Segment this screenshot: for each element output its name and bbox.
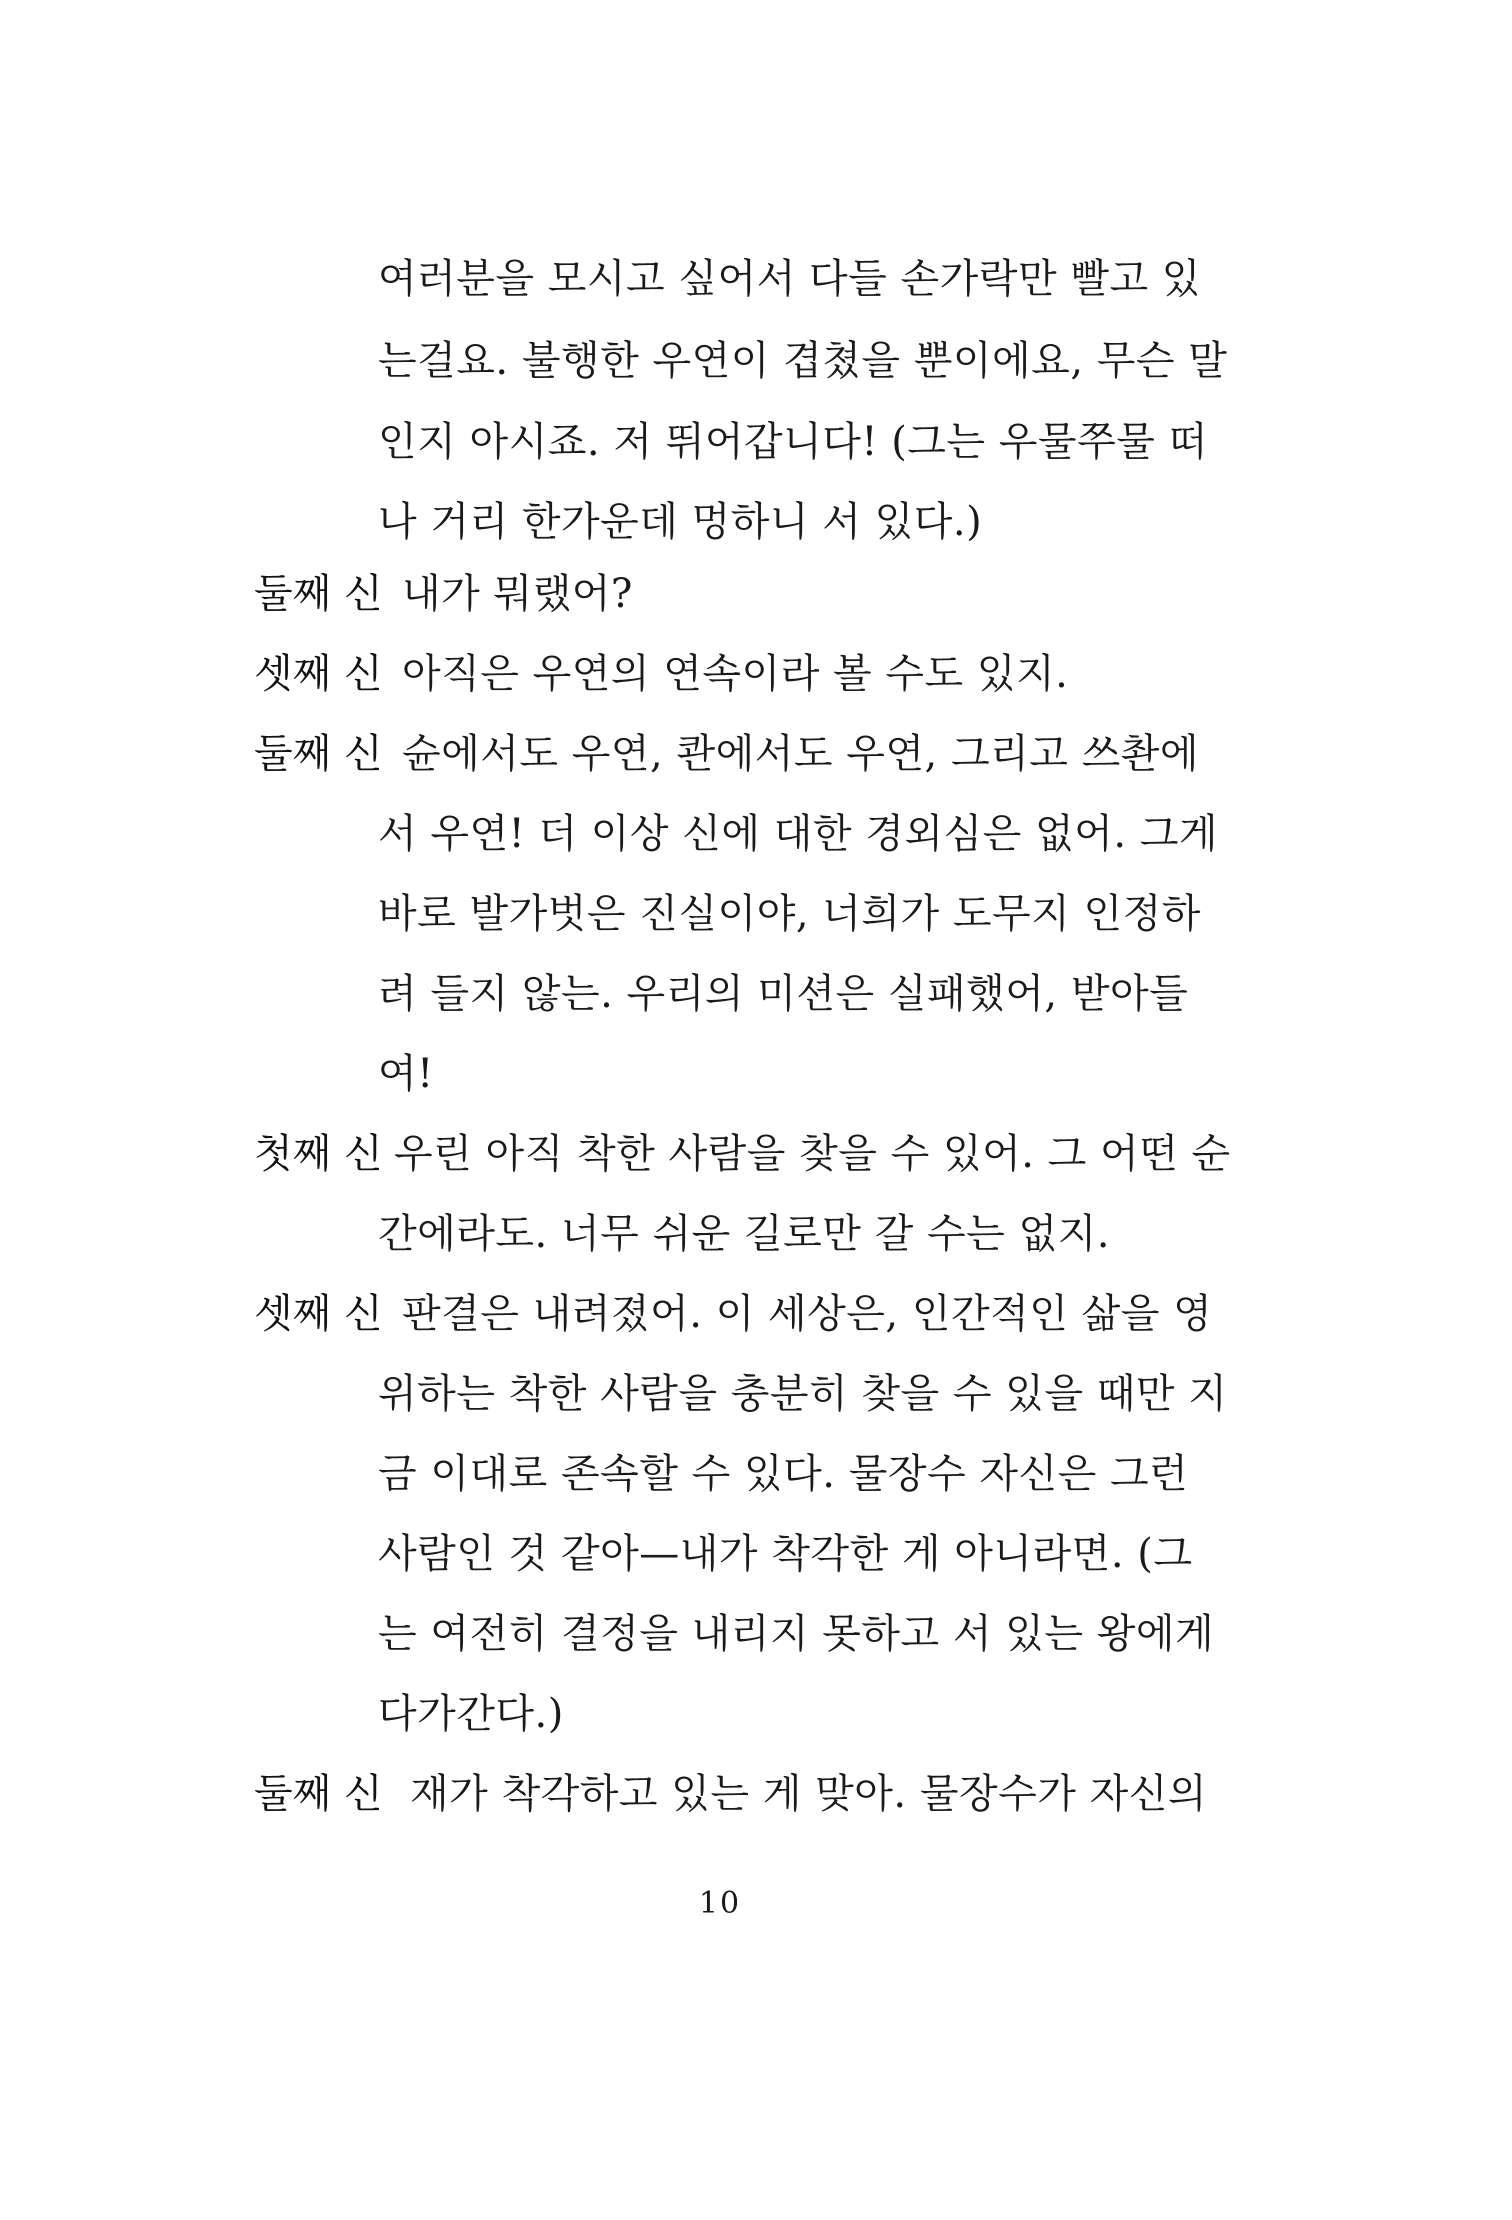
speaker-label: 셋째 신 (254, 651, 383, 697)
dialogue-line: 우린 아직 착한 사람을 찾을 수 있어. 그 어떤 순 (394, 1131, 1231, 1177)
dialogue-line: 위하는 착한 사람을 충분히 찾을 수 있을 때만 지 (378, 1371, 1228, 1417)
dialogue-line: 아직은 우연의 연속이라 볼 수도 있지. (402, 651, 1069, 697)
dialogue-line: 다가간다.) (378, 1691, 564, 1737)
dialogue-line: 금 이대로 존속할 수 있다. 물장수 자신은 그런 (378, 1451, 1189, 1497)
page-number: 10 (698, 1886, 742, 1921)
dialogue-line: 사람인 것 같아—내가 착각한 게 아니라면. (그 (378, 1531, 1193, 1577)
speaker-label: 둘째 신 (254, 571, 383, 617)
speaker-label: 둘째 신 (254, 1771, 383, 1817)
speaker-label: 둘째 신 (254, 731, 383, 777)
dialogue-line: 슌에서도 우연, 콴에서도 우연, 그리고 쓰촨에 (402, 731, 1200, 777)
continuation-line: 인지 아시죠. 저 뛰어갑니다! (그는 우물쭈물 떠 (378, 419, 1208, 465)
continuation-line: 는걸요. 불행한 우연이 겹쳤을 뿐이에요, 무슨 말 (378, 338, 1228, 384)
dialogue-line: 서 우연! 더 이상 신에 대한 경외심은 없어. 그게 (378, 811, 1219, 857)
dialogue-line: 간에라도. 너무 쉬운 길로만 갈 수는 없지. (378, 1211, 1110, 1257)
speaker-label: 셋째 신 (254, 1291, 383, 1337)
dialogue-line: 판결은 내려졌어. 이 세상은, 인간적인 삶을 영 (402, 1291, 1213, 1337)
continuation-line: 여러분을 모시고 싶어서 다들 손가락만 빨고 있 (378, 256, 1201, 302)
dialogue-line: 려 들지 않는. 우리의 미션은 실패했어, 받아들 (378, 971, 1189, 1017)
dialogue-line: 여! (378, 1051, 434, 1097)
dialogue-line: 재가 착각하고 있는 게 맞아. 물장수가 자신의 (410, 1771, 1208, 1817)
speaker-label: 첫째 신 (254, 1131, 383, 1177)
dialogue-line: 는 여전히 결정을 내리지 못하고 서 있는 왕에게 (378, 1611, 1215, 1657)
continuation-line: 나 거리 한가운데 멍하니 서 있다.) (378, 499, 983, 545)
dialogue-line: 바로 발가벗은 진실이야, 너희가 도무지 인정하 (378, 891, 1201, 937)
dialogue-line: 내가 뭐랬어? (402, 571, 633, 617)
